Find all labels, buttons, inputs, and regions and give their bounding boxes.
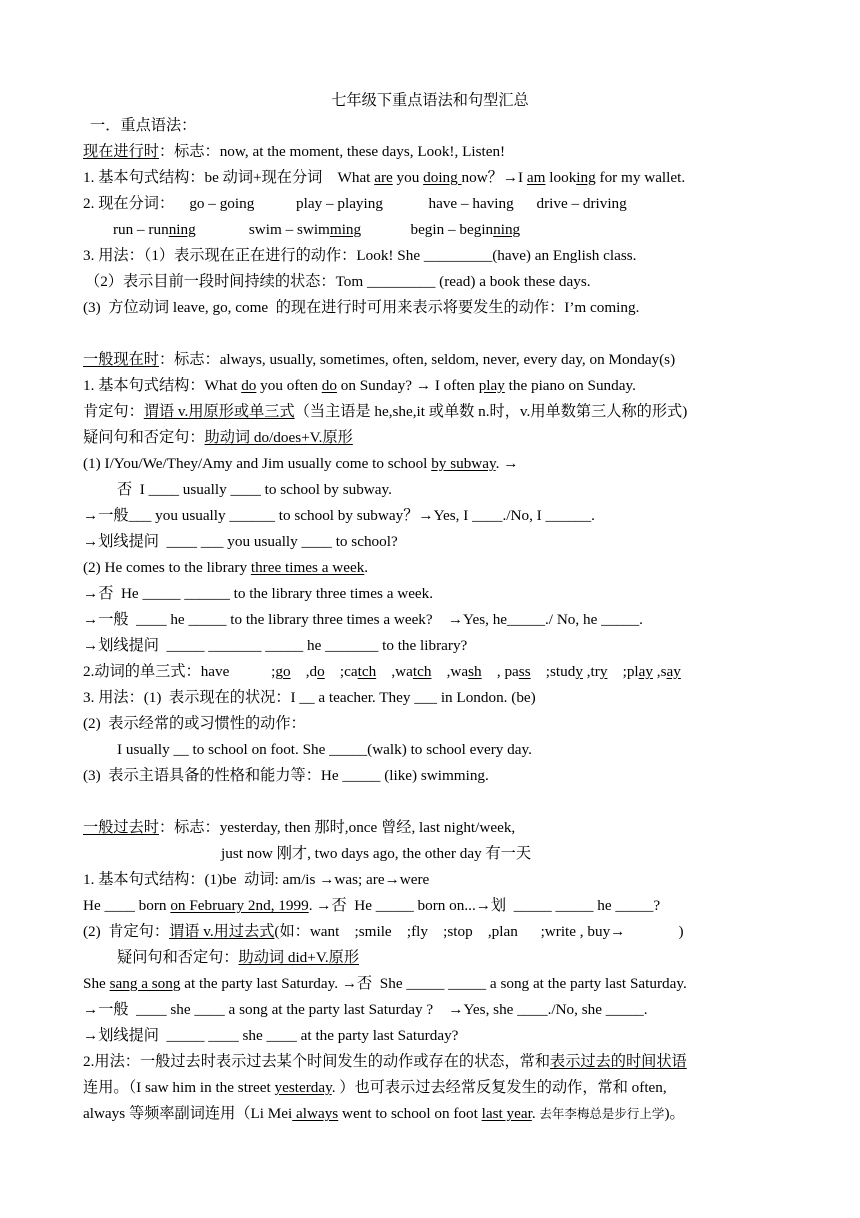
text-segment: always 等频率副词连用（Li Mei [83, 1105, 293, 1122]
text-segment: for my wallet. [595, 169, 686, 186]
text-line [83, 194, 627, 214]
text-segment: (3) 表示主语具备的性格和能力等：He _____ (like) swimming. [83, 767, 489, 784]
text-segment: on Sunday? → I often [336, 377, 479, 394]
text-segment: ：标志：always, usually, sometimes, often, seldom, never, every day, on Monday(s) [158, 351, 676, 368]
text-segment: ;pl [607, 663, 639, 680]
underlined-text: ing [576, 169, 596, 186]
underlined-text: 一般现在时 [83, 351, 159, 368]
text-segment: →划线提问 _____ _______ _____ he _______ to the library? [83, 637, 468, 654]
text-segment: （当主语是 he,she,it 或单数 n.时，v.用单数第三人称的形式) [294, 403, 688, 420]
underlined-text: 助动词 do/does+V.原形 [204, 429, 353, 446]
underlined-text: always [292, 1105, 339, 1122]
text-segment: ,tr [582, 663, 600, 680]
text-line [83, 714, 306, 734]
text-line [83, 376, 636, 396]
underlined-text: y [575, 663, 583, 680]
document-title [0, 91, 860, 111]
text-line [83, 584, 433, 604]
underlined-text: sh [468, 663, 482, 680]
text-line [221, 844, 531, 864]
text-segment: . [531, 1105, 540, 1122]
underlined-text: doing [423, 169, 462, 186]
underlined-text: ning [493, 221, 521, 238]
text-segment: 连用。（I saw him in the street [83, 1079, 275, 1096]
text-line [83, 350, 675, 370]
text-line [83, 168, 685, 188]
text-line [83, 636, 467, 656]
text-line [83, 1052, 687, 1072]
text-segment: 3. 用法：（1）表示现在正在进行的动作：Look! She _________(have) an English class. [83, 247, 637, 264]
text-line [117, 948, 359, 968]
text-line [83, 974, 687, 994]
text-segment: the piano on Sunday. [504, 377, 636, 394]
text-line [83, 662, 681, 682]
text-segment: 3. 用法：(1) 表示现在的状况：I __ a teacher. They ___ in London. (be) [83, 689, 536, 706]
text-line [90, 116, 196, 136]
text-line [83, 766, 489, 786]
text-segment: (3) 方位动词 leave, go, come 的现在进行时可用来表示将要发生的动作：I’m coming. [83, 299, 640, 316]
text-segment: 肯定句： [83, 403, 144, 420]
underlined-text: ning [168, 221, 196, 238]
underlined-text: tch [357, 663, 377, 680]
text-segment: ：标志：yesterday, then 那时,once 曾经, last night/week, [158, 819, 516, 836]
text-segment: →划线提问 _____ ____ she ____ at the party last Saturday? [83, 1027, 459, 1044]
text-line [83, 532, 398, 552]
text-line [83, 246, 636, 266]
text-segment: just now 刚才, two days ago, the other day 有一天 [221, 845, 532, 862]
text-segment: (2) 肯定句： [83, 923, 170, 940]
underlined-text: tch [412, 663, 432, 680]
text-segment: (如：want ;smile ;fly ;stop ,plan ;write , buy→ ) [274, 923, 684, 940]
text-line [83, 1104, 685, 1124]
underlined-text: o [282, 663, 291, 680]
text-line [83, 506, 595, 526]
text-segment: ,s [652, 663, 667, 680]
text-line [83, 688, 536, 708]
text-segment: 2.用法：一般过去时表示过去某个时间发生的动作或存在的状态，常和 [83, 1053, 551, 1070]
text-segment: I usually __ to school on foot. She _____(walk) to school every day. [117, 741, 532, 758]
underlined-text: do [241, 377, 257, 394]
text-line [83, 428, 353, 448]
underlined-text: ay [638, 663, 653, 680]
text-segment: ;ca [324, 663, 358, 680]
underlined-text: do [321, 377, 337, 394]
underlined-text: 现在进行时 [83, 143, 159, 160]
text-segment: 1. 基本句式结构：be 动词+现在分词 What [83, 169, 375, 186]
text-segment: look [545, 169, 577, 186]
text-line [83, 454, 518, 474]
underlined-text: ay [666, 663, 681, 680]
text-segment: →划线提问 ____ ___ you usually ____ to school? [83, 533, 398, 550]
text-line [83, 870, 429, 890]
text-segment: went to school on foot [338, 1105, 482, 1122]
underlined-text: ss [518, 663, 531, 680]
text-line [83, 610, 643, 630]
text-segment: ,wa [376, 663, 413, 680]
text-segment: you often [256, 377, 322, 394]
text-line [83, 1026, 458, 1046]
text-line [83, 922, 684, 942]
text-segment: →一般 ____ she ____ a song at the party last Saturday ? →Yes, she ____./No, she _____. [83, 1001, 648, 1018]
text-segment: . [364, 559, 369, 576]
text-line [117, 480, 392, 500]
underlined-text: o [317, 663, 325, 680]
text-segment: She [83, 975, 110, 992]
text-segment: begin – begin [361, 221, 494, 238]
text-line [83, 298, 639, 318]
text-segment: (2) 表示经常的或习惯性的动作： [83, 715, 306, 732]
text-segment: ：标志：now, at the moment, these days, Look!, Listen! [158, 143, 506, 160]
text-segment: run – run [113, 221, 169, 238]
text-segment: 一．重点语法： [90, 117, 197, 134]
underlined-text: last year [481, 1105, 532, 1122]
underlined-text: by subway [431, 455, 496, 472]
text-line [83, 1078, 667, 1098]
text-segment: swim – swim [195, 221, 330, 238]
underlined-text: are [374, 169, 393, 186]
underlined-text: 表示过去的时间状语 [550, 1053, 687, 1070]
text-segment: (2) He comes to the library [83, 559, 251, 576]
text-segment: ;stud [530, 663, 576, 680]
underlined-text: yesterday [274, 1079, 332, 1096]
text-segment: →否 He _____ ______ to the library three times a week. [83, 585, 434, 602]
text-segment: . →否 He _____ born on...→划 _____ _____ he _____? [308, 897, 661, 914]
text-segment: 1. 基本句式结构：(1)be 动词: am/is →was; are→were [83, 871, 430, 888]
underlined-text: sang a song [109, 975, 181, 992]
text-segment: 1. 基本句式结构：What [83, 377, 242, 394]
underlined-text: 谓语 v.用过去式 [169, 923, 275, 940]
text-segment: , pa [481, 663, 519, 680]
text-segment: 疑问句和否定句： [117, 949, 239, 966]
text-segment: 2. 现在分词： go – going play – playing have – having drive – driving [83, 195, 627, 212]
text-line [83, 818, 515, 838]
text-line [83, 896, 660, 916]
underlined-text: on February 2nd, 1999 [170, 897, 309, 914]
underlined-text: play [478, 377, 505, 394]
text-segment: ,wa [431, 663, 469, 680]
text-segment: 去年李梅总是步行上学 [539, 1107, 665, 1121]
text-segment: )。 [664, 1105, 685, 1122]
text-segment: . → [495, 455, 519, 472]
underlined-text: 一般过去时 [83, 819, 159, 836]
underlined-text: 助动词 did+V.原形 [238, 949, 360, 966]
text-segment: . ）也可表示过去经常反复发生的动作，常和 often, [331, 1079, 667, 1096]
underlined-text: three times a week [250, 559, 365, 576]
text-line [83, 402, 687, 422]
text-segment: (1) I/You/We/They/Amy and Jim usually come to school [83, 455, 432, 472]
text-segment: 否 I ____ usually ____ to school by subway. [117, 481, 392, 498]
underlined-text: y [599, 663, 608, 680]
text-line [83, 142, 505, 162]
text-line [113, 220, 520, 240]
text-line [85, 272, 591, 292]
underlined-text: ming [329, 221, 362, 238]
underlined-text: 谓语 v.用原形或单三式 [143, 403, 295, 420]
text-segment: →一般 ____ he _____ to the library three times a week? →Yes, he_____./ No, he _____. [83, 611, 643, 628]
text-line [117, 740, 532, 760]
text-segment: you [392, 169, 424, 186]
text-segment: now？→I [461, 169, 527, 186]
text-segment: ,d [290, 663, 318, 680]
text-segment: （2）表示目前一段时间持续的状态：Tom _________ (read) a book these days. [85, 273, 591, 290]
text-line [83, 1000, 648, 1020]
text-segment: He ____ born [83, 897, 171, 914]
underlined-text: am [526, 169, 546, 186]
text-segment: →一般___ you usually ______ to school by subway？→Yes, I ____./No, I ______. [83, 507, 595, 524]
text-segment: 疑问句和否定句： [83, 429, 205, 446]
text-line [83, 558, 368, 578]
text-segment: 七年级下重点语法和句型汇总 [331, 92, 529, 109]
text-segment: 2.动词的单三式：have ;g [83, 663, 283, 680]
text-segment: at the party last Saturday. →否 She _____ _____ a song at the party last Saturday. [180, 975, 687, 992]
